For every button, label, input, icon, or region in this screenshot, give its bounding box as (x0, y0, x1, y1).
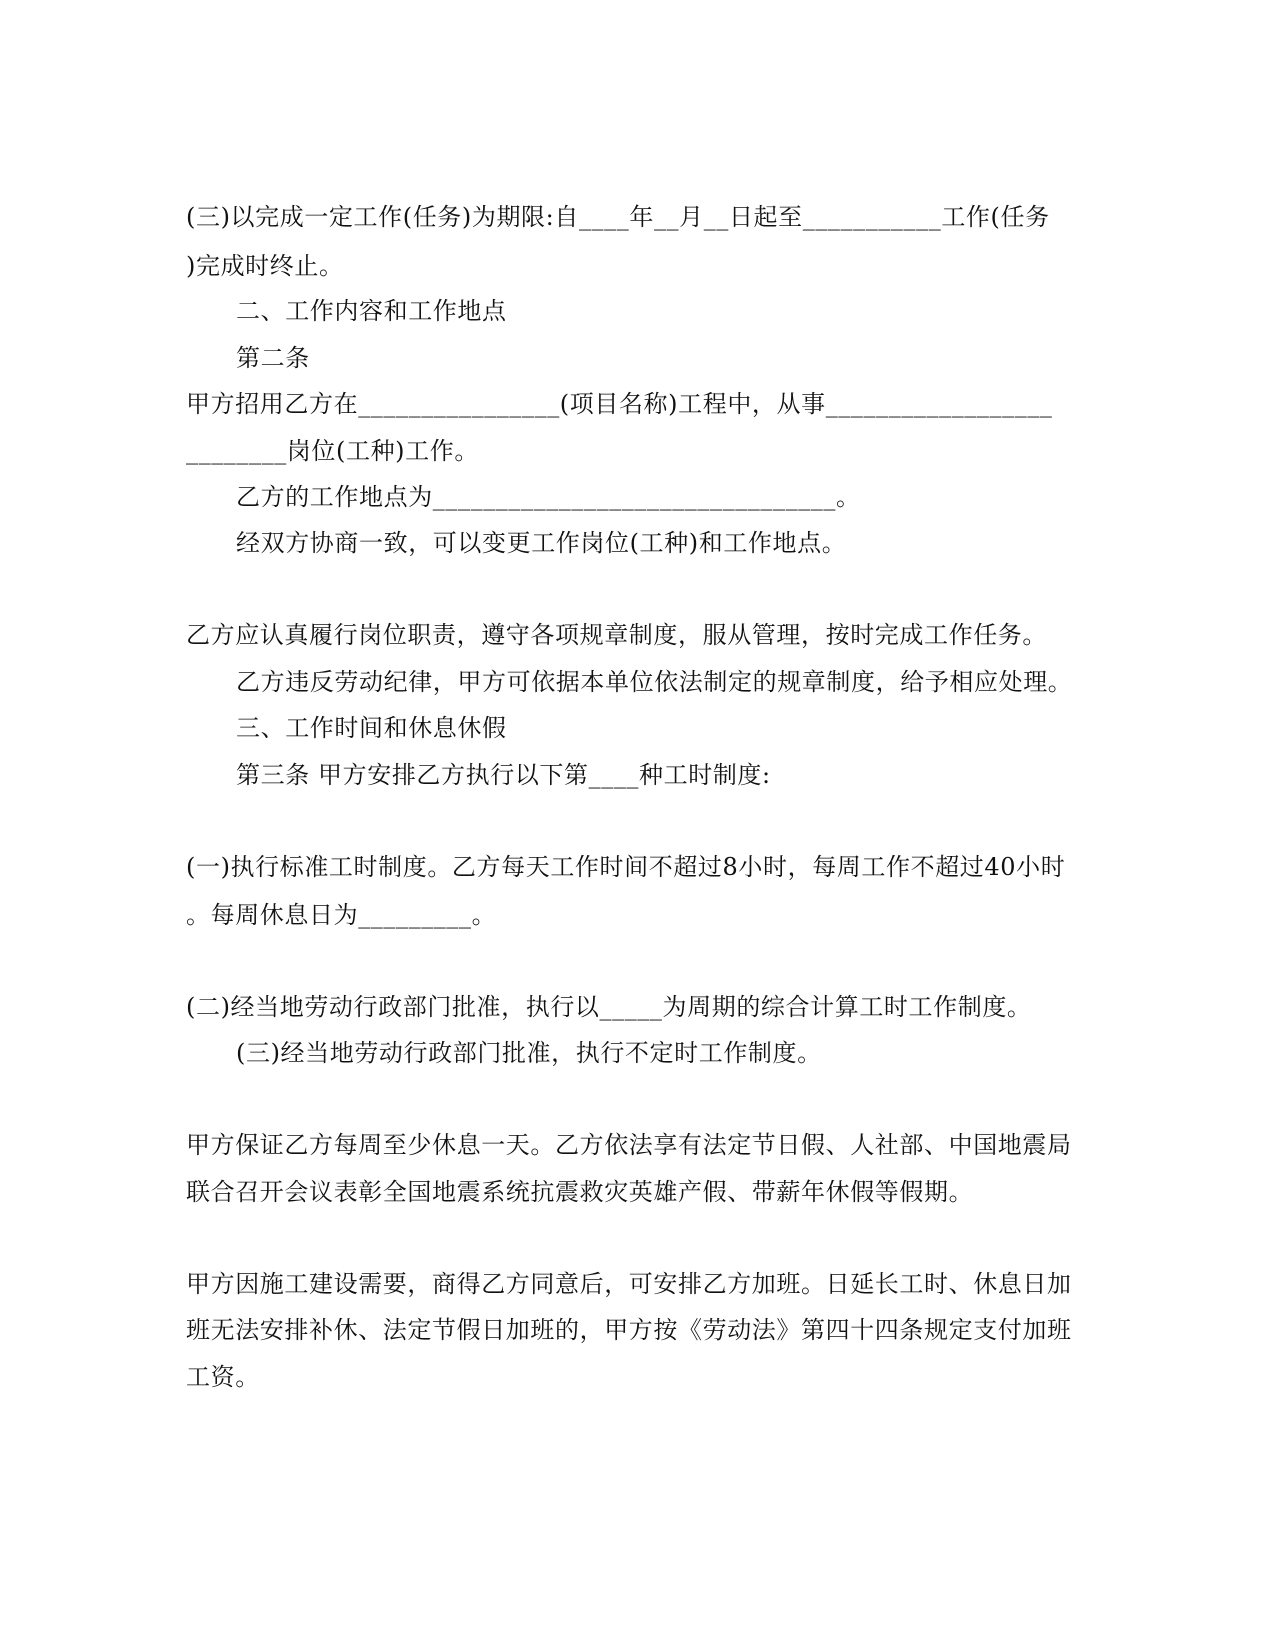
contract-text-line: 班无法安排补休、法定节假日加班的，甲方按《劳动法》第四十四条规定支付加班 (186, 1316, 1072, 1344)
contract-text-line: 联合召开会议表彰全国地震系统抗震救灾英雄产假、带薪年休假等假期。 (186, 1178, 974, 1206)
article-heading: 第二条 (236, 344, 310, 372)
contract-text-line: 工资。 (186, 1363, 260, 1391)
contract-text-line: 乙方应认真履行岗位职责，遵守各项规章制度，服从管理，按时完成工作任务。 (186, 621, 1047, 649)
contract-text-line: (三)经当地劳动行政部门批准，执行不定时工作制度。 (236, 1039, 822, 1067)
contract-text-line: (三)以完成一定工作(任务)为期限:自____年__月__日起至___________工作(任务 (186, 203, 1050, 231)
section-heading: 三、工作时间和休息休假 (236, 714, 507, 742)
contract-text-line: )完成时终止。 (186, 252, 344, 280)
contract-text-line: 乙方的工作地点为________________________________。 (236, 483, 861, 511)
contract-text-line: (一)执行标准工时制度。乙方每天工作时间不超过8小时，每周工作不超过40小时 (186, 853, 1066, 881)
contract-text-line: 甲方因施工建设需要，商得乙方同意后，可安排乙方加班。日延长工时、休息日加 (186, 1270, 1072, 1298)
contract-text-line: ________岗位(工种)工作。 (186, 437, 479, 465)
contract-text-line: 。每周休息日为_________。 (186, 901, 497, 929)
contract-text-line: (二)经当地劳动行政部门批准，执行以_____为周期的综合计算工时工作制度。 (186, 993, 1032, 1021)
contract-text-line: 乙方违反劳动纪律，甲方可依据本单位依法制定的规章制度，给予相应处理。 (236, 668, 1073, 696)
contract-text-line: 甲方保证乙方每周至少休息一天。乙方依法享有法定节日假、人社部、中国地震局 (186, 1131, 1072, 1159)
contract-text-line: 经双方协商一致，可以变更工作岗位(工种)和工作地点。 (236, 529, 847, 557)
section-heading: 二、工作内容和工作地点 (236, 297, 507, 325)
contract-text-line: 甲方招用乙方在________________(项目名称)工程中，从事__________________ (186, 390, 1053, 418)
article-heading: 第三条 甲方安排乙方执行以下第____种工时制度: (236, 761, 771, 789)
